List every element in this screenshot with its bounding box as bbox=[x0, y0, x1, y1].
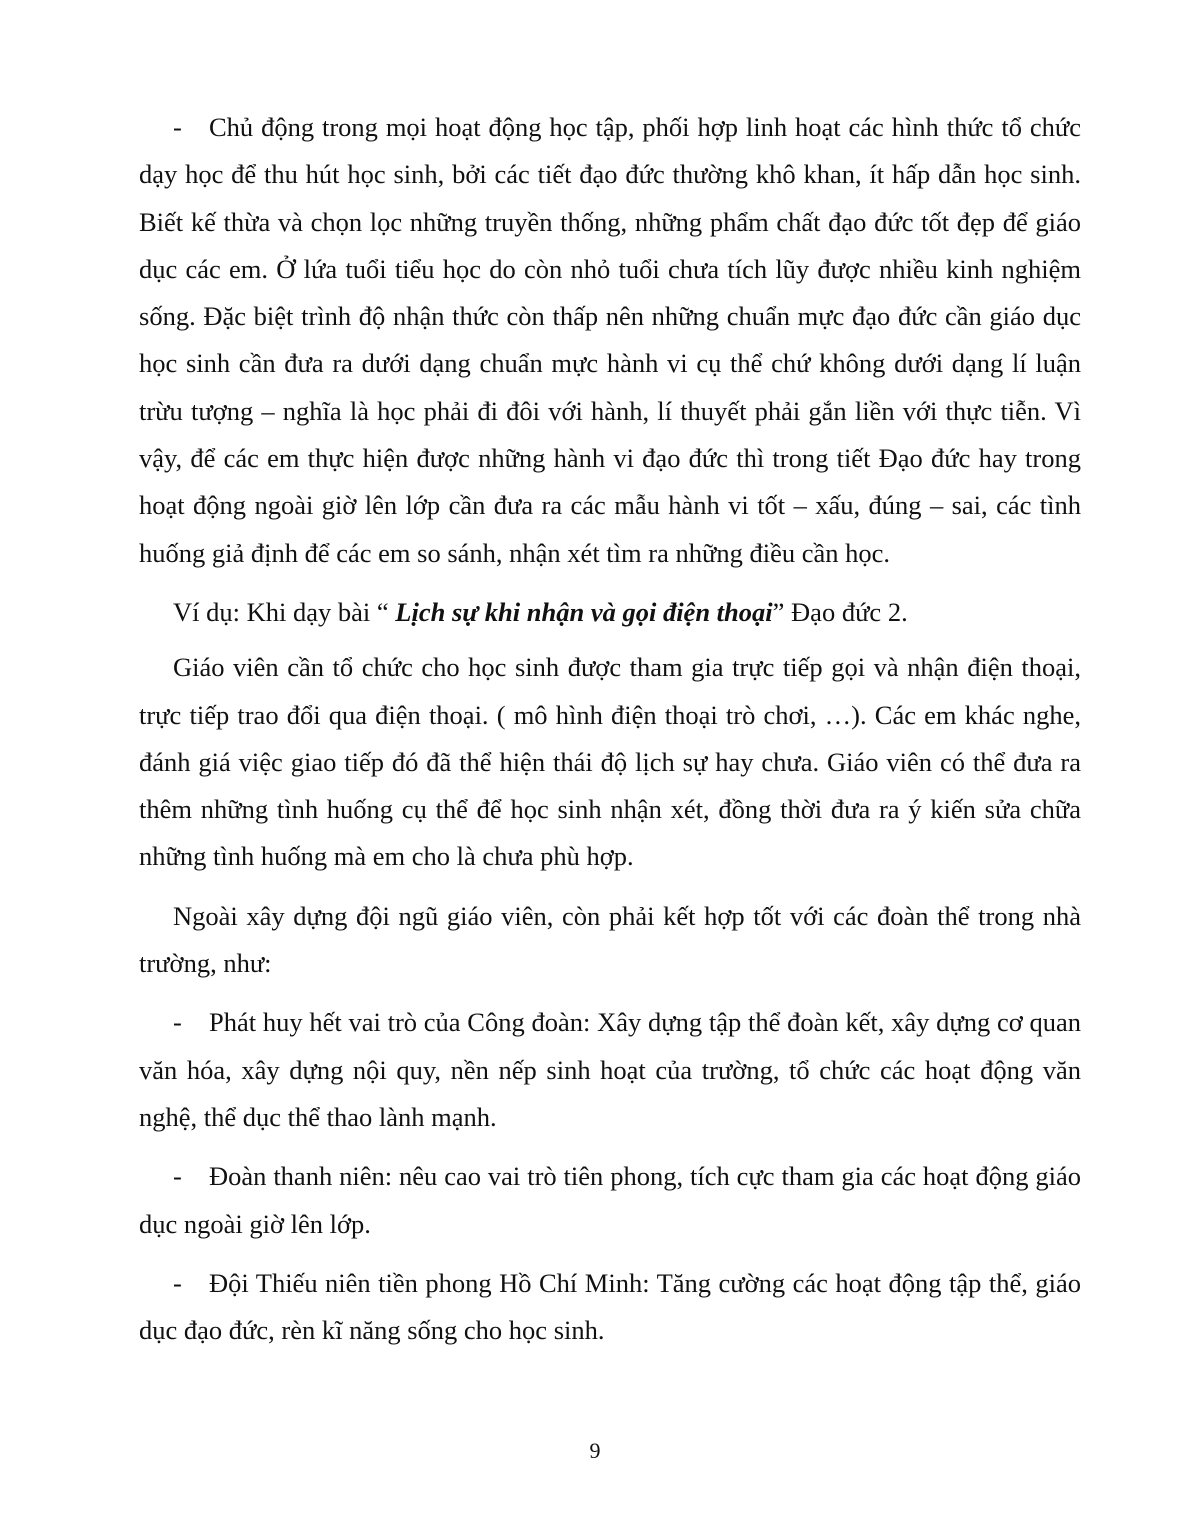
paragraph-text: Ngoài xây dựng đội ngũ giáo viên, còn phải kết hợp tốt với các đoàn thể trong nhà trường, như: bbox=[139, 900, 1081, 979]
example-prefix: Ví dụ: Khi dạy bài “ bbox=[173, 596, 396, 627]
bullet-dash: - bbox=[173, 112, 182, 142]
example-lesson-title: Lịch sự khi nhận và gọi điện thoại bbox=[395, 596, 773, 627]
paragraph-active-teaching bbox=[139, 104, 1081, 577]
document-page bbox=[139, 104, 1081, 1366]
paragraph-text: Phát huy hết vai trò của Công đoàn: Xây dựng tập thể đoàn kết, xây dựng cơ quan văn hóa, xây dựng nội quy, nền nếp sinh hoạt của trường, tổ chức các hoạt động văn nghệ, thể dục thể thao lành mạnh. bbox=[139, 1007, 1081, 1132]
page-number: 9 bbox=[589, 1438, 601, 1463]
bullet-dash: - bbox=[173, 1161, 182, 1192]
example-suffix: ” Đạo đức 2. bbox=[772, 596, 908, 627]
paragraph-young-pioneers bbox=[139, 1260, 1081, 1355]
paragraph-text: Chủ động trong mọi hoạt động học tập, phối hợp linh hoạt các hình thức tổ chức dạy học để thu hút học sinh, bởi các tiết đạo đức thường khô khan, ít hấp dẫn học sinh. Biết kế thừa và chọn lọc những truyền thống, những phẩm chất đạo đức tốt đẹp để giáo dục các em. Ở lứa tuổi tiểu học do còn nhỏ tuổi chưa tích lũy được nhiều kinh nghiệm sống. Đặc biệt trình độ nhận thức còn thấp nên những chuẩn mực đạo đức cần giáo dục học sinh cần đưa ra dưới dạng chuẩn mực hành vi cụ thể chứ không dưới dạng lí luận trừu tượng – nghĩa là học phải đi đôi với hành, lí thuyết phải gắn liền với thực tiễn. Vì vậy, để các em thực hiện được những hành vi đạo đức thì trong tiết Đạo đức hay trong hoạt động ngoài giờ lên lớp cần đưa ra các mẫu hành vi tốt – xấu, đúng – sai, các tình huống giả định để các em so sánh, nhận xét tìm ra những điều cần học. bbox=[139, 112, 1081, 568]
paragraph-youth-union bbox=[139, 1153, 1081, 1248]
bullet-dash: - bbox=[173, 1267, 182, 1298]
bullet-dash: - bbox=[173, 1007, 182, 1038]
paragraph-text: Đội Thiếu niên tiền phong Hồ Chí Minh: Tăng cường các hoạt động tập thể, giáo dục đạo đức, rèn kĩ năng sống cho học sinh. bbox=[139, 1267, 1081, 1346]
paragraph-text: Giáo viên cần tổ chức cho học sinh được tham gia trực tiếp gọi và nhận điện thoại, trực tiếp trao đổi qua điện thoại. ( mô hình điện thoại trò chơi, …). Các em khác nghe, đánh giá việc giao tiếp đó đã thể hiện thái độ lịch sự hay chưa. Giáo viên có thể đưa ra thêm những tình huống cụ thể để học sinh nhận xét, đồng thời đưa ra ý kiến sửa chữa những tình huống mà em cho là chưa phù hợp. bbox=[139, 652, 1081, 872]
paragraph-organizations-intro bbox=[139, 893, 1081, 988]
paragraph-teacher-organize bbox=[139, 644, 1081, 880]
paragraph-example bbox=[139, 589, 1081, 636]
paragraph-trade-union bbox=[139, 999, 1081, 1141]
paragraph-text: Đoàn thanh niên: nêu cao vai trò tiên phong, tích cực tham gia các hoạt động giáo dục ngoài giờ lên lớp. bbox=[139, 1161, 1081, 1239]
